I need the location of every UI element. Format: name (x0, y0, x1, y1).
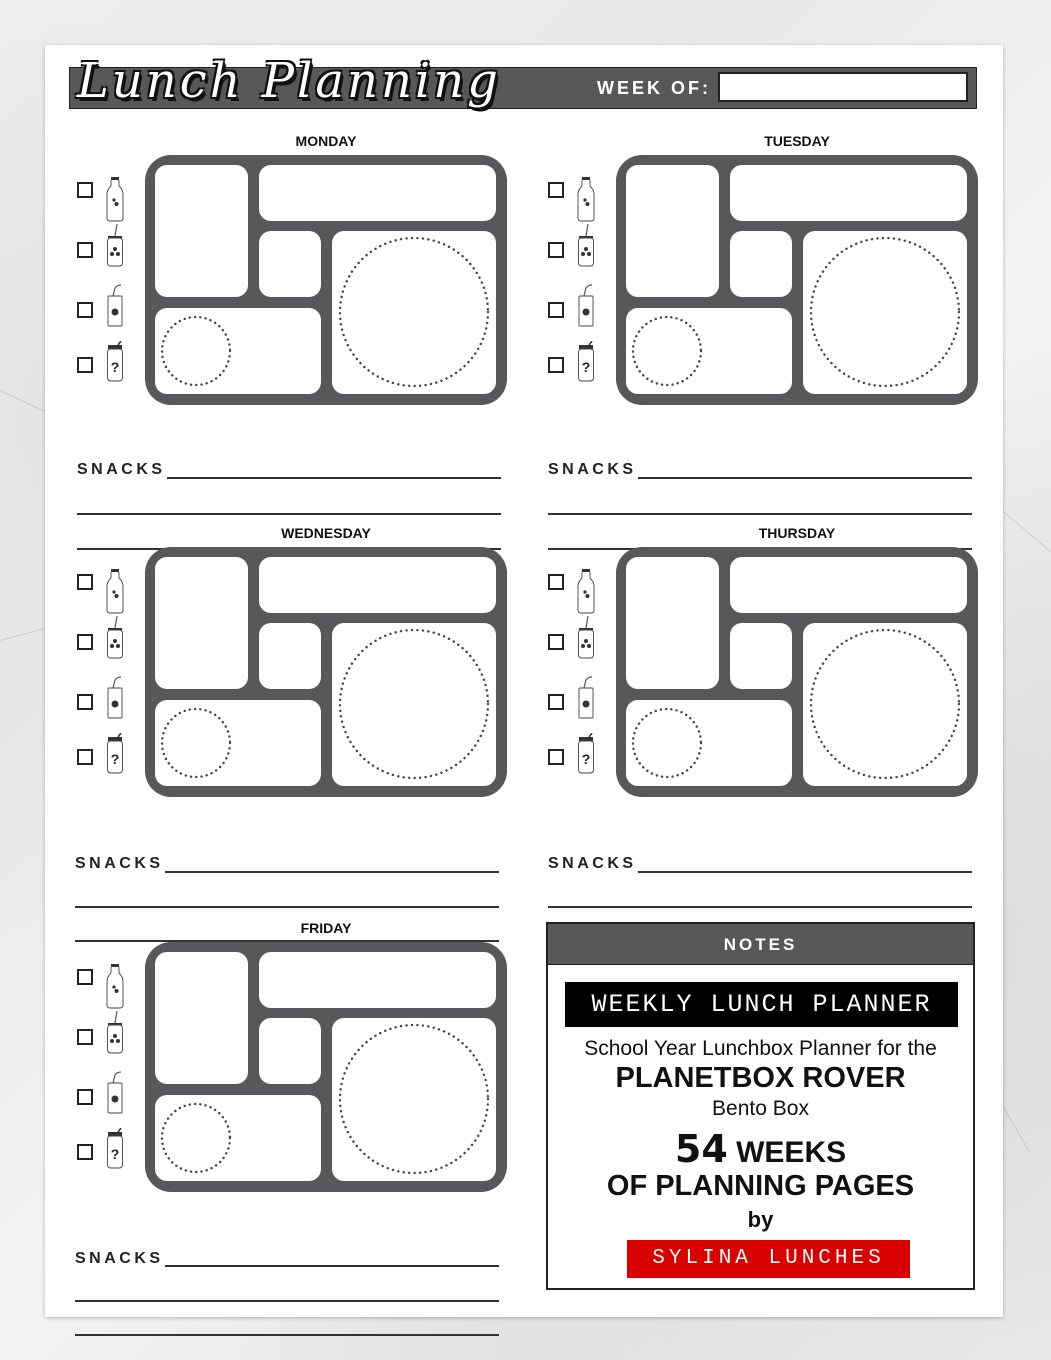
juice-box-icon (105, 674, 125, 720)
water-bottle-icon (576, 176, 596, 222)
drink-option-juicebox (548, 688, 608, 718)
water-checkbox[interactable] (77, 574, 93, 590)
svg-text:?: ? (581, 359, 591, 375)
drink-option-mystery (548, 351, 608, 381)
compartment-top-left[interactable] (155, 165, 248, 297)
snacks-label: SNACKS (77, 461, 166, 478)
notes-panel (546, 922, 975, 1290)
water-bottle-icon (105, 176, 125, 222)
compartment-top-left[interactable] (155, 557, 248, 689)
jar-checkbox[interactable] (77, 242, 93, 258)
promo-weeks-label: WEEKS (736, 1136, 847, 1169)
snacks-line-3[interactable] (75, 1334, 499, 1336)
bento-box-diagram (145, 547, 507, 797)
snacks-line-2[interactable] (77, 513, 501, 515)
drink-option-mystery (77, 743, 137, 773)
compartment-large-right[interactable] (332, 231, 496, 394)
promo-pages: OF PLANNING PAGES (606, 1170, 915, 1202)
juicebox-checkbox[interactable] (548, 302, 564, 318)
svg-text:?: ? (110, 1146, 120, 1162)
mason-jar-straw-icon (576, 224, 596, 268)
water-checkbox[interactable] (548, 574, 564, 590)
juice-box-icon (576, 674, 596, 720)
compartment-large-right[interactable] (803, 231, 967, 394)
juicebox-checkbox[interactable] (77, 302, 93, 318)
snacks-label: SNACKS (75, 855, 164, 872)
day-block-wednesday (45, 525, 505, 905)
drink-option-jar (548, 628, 608, 658)
mystery-checkbox[interactable] (77, 357, 93, 373)
drink-option-juicebox (548, 296, 608, 326)
mason-jar-straw-icon (105, 1011, 125, 1055)
compartment-large-right[interactable] (332, 1018, 496, 1181)
water-bottle-icon (105, 963, 125, 1009)
bento-box-diagram (616, 155, 978, 405)
promo-weeks (548, 1127, 973, 1171)
mystery-drink-icon (576, 733, 596, 775)
mystery-checkbox[interactable] (548, 357, 564, 373)
bento-box-diagram (145, 155, 507, 405)
day-title: WEDNESDAY (281, 525, 371, 541)
drink-option-jar (77, 1023, 137, 1053)
promo-subtitle: School Year Lunchbox Planner for the (584, 1037, 937, 1060)
planner-page (45, 45, 1003, 1317)
day-title: FRIDAY (300, 920, 352, 936)
snacks-line-1[interactable] (165, 1265, 499, 1267)
drink-option-mystery (77, 1138, 137, 1168)
jar-checkbox[interactable] (77, 634, 93, 650)
drink-option-juicebox (77, 296, 137, 326)
week-of-input[interactable] (718, 72, 968, 102)
drink-option-mystery (77, 351, 137, 381)
promo-product-type: Bento Box (712, 1097, 809, 1120)
compartment-top-right[interactable] (730, 557, 967, 613)
day-block-tuesday (516, 133, 976, 513)
bento-box-diagram (145, 942, 507, 1192)
snacks-label: SNACKS (548, 461, 637, 478)
juicebox-checkbox[interactable] (548, 694, 564, 710)
juice-box-icon (105, 282, 125, 328)
drink-option-juicebox (77, 688, 137, 718)
snacks-label: SNACKS (75, 1250, 164, 1267)
mason-jar-straw-icon (105, 616, 125, 660)
mystery-drink-icon (105, 733, 125, 775)
bento-box-diagram (616, 547, 978, 797)
juice-box-icon (576, 282, 596, 328)
day-title: THURSDAY (758, 525, 836, 541)
snacks-line-1[interactable] (167, 477, 501, 479)
day-block-monday (45, 133, 505, 513)
compartment-top-left[interactable] (155, 952, 248, 1084)
snacks-line-2[interactable] (548, 906, 972, 908)
drink-option-water (77, 176, 137, 206)
juicebox-checkbox[interactable] (77, 1089, 93, 1105)
snacks-line-1[interactable] (638, 477, 972, 479)
mystery-drink-icon (105, 1128, 125, 1170)
jar-checkbox[interactable] (548, 634, 564, 650)
compartment-top-left[interactable] (626, 165, 719, 297)
compartment-top-left[interactable] (626, 557, 719, 689)
promo-product: PLANETBOX ROVER (615, 1062, 906, 1094)
jar-checkbox[interactable] (77, 1029, 93, 1045)
mystery-checkbox[interactable] (77, 1144, 93, 1160)
compartment-top-right[interactable] (259, 165, 496, 221)
drink-option-juicebox (77, 1083, 137, 1113)
compartment-small-center[interactable] (730, 623, 792, 689)
svg-text:?: ? (110, 359, 120, 375)
compartment-small-center[interactable] (730, 231, 792, 297)
svg-text:?: ? (581, 751, 591, 767)
svg-text:?: ? (110, 751, 120, 767)
drink-option-mystery (548, 743, 608, 773)
compartment-top-right[interactable] (259, 557, 496, 613)
drink-option-water (548, 176, 608, 206)
snacks-line-1[interactable] (638, 871, 972, 873)
promo-weeks-number: 54 (674, 1127, 728, 1171)
compartment-top-right[interactable] (259, 952, 496, 1008)
snacks-line-1[interactable] (165, 871, 499, 873)
juicebox-checkbox[interactable] (77, 694, 93, 710)
mystery-drink-icon (105, 341, 125, 383)
compartment-small-center[interactable] (259, 623, 321, 689)
drink-option-water (77, 568, 137, 598)
marble-vein (999, 1100, 1030, 1152)
water-bottle-icon (105, 568, 125, 614)
drink-option-jar (77, 628, 137, 658)
water-checkbox[interactable] (77, 969, 93, 985)
day-title: TUESDAY (764, 133, 830, 149)
page-title: Lunch Planning (77, 53, 501, 109)
day-block-friday (45, 920, 505, 1300)
juice-box-icon (105, 1069, 125, 1115)
water-checkbox[interactable] (548, 182, 564, 198)
promo-author: SYLINA LUNCHES (627, 1240, 910, 1278)
jar-checkbox[interactable] (548, 242, 564, 258)
drink-option-jar (548, 236, 608, 266)
week-of-label: WEEK OF: (597, 78, 711, 98)
drink-option-water (548, 568, 608, 598)
compartment-large-right[interactable] (332, 623, 496, 786)
water-bottle-icon (576, 568, 596, 614)
compartment-small-center[interactable] (259, 1018, 321, 1084)
compartment-top-right[interactable] (730, 165, 967, 221)
mystery-checkbox[interactable] (77, 749, 93, 765)
mystery-drink-icon (576, 341, 596, 383)
notes-header: NOTES (548, 924, 973, 965)
compartment-small-center[interactable] (259, 231, 321, 297)
snacks-line-2[interactable] (75, 906, 499, 908)
mystery-checkbox[interactable] (548, 749, 564, 765)
snacks-label: SNACKS (548, 855, 637, 872)
day-title: MONDAY (295, 133, 357, 149)
day-block-thursday (516, 525, 976, 905)
promo-by: by (747, 1207, 774, 1232)
snacks-line-2[interactable] (548, 513, 972, 515)
compartment-large-right[interactable] (803, 623, 967, 786)
snacks-line-2[interactable] (75, 1300, 499, 1302)
drink-option-jar (77, 236, 137, 266)
promo-title: WEEKLY LUNCH PLANNER (565, 982, 958, 1027)
water-checkbox[interactable] (77, 182, 93, 198)
mason-jar-straw-icon (105, 224, 125, 268)
drink-option-water (77, 963, 137, 993)
mason-jar-straw-icon (576, 616, 596, 660)
